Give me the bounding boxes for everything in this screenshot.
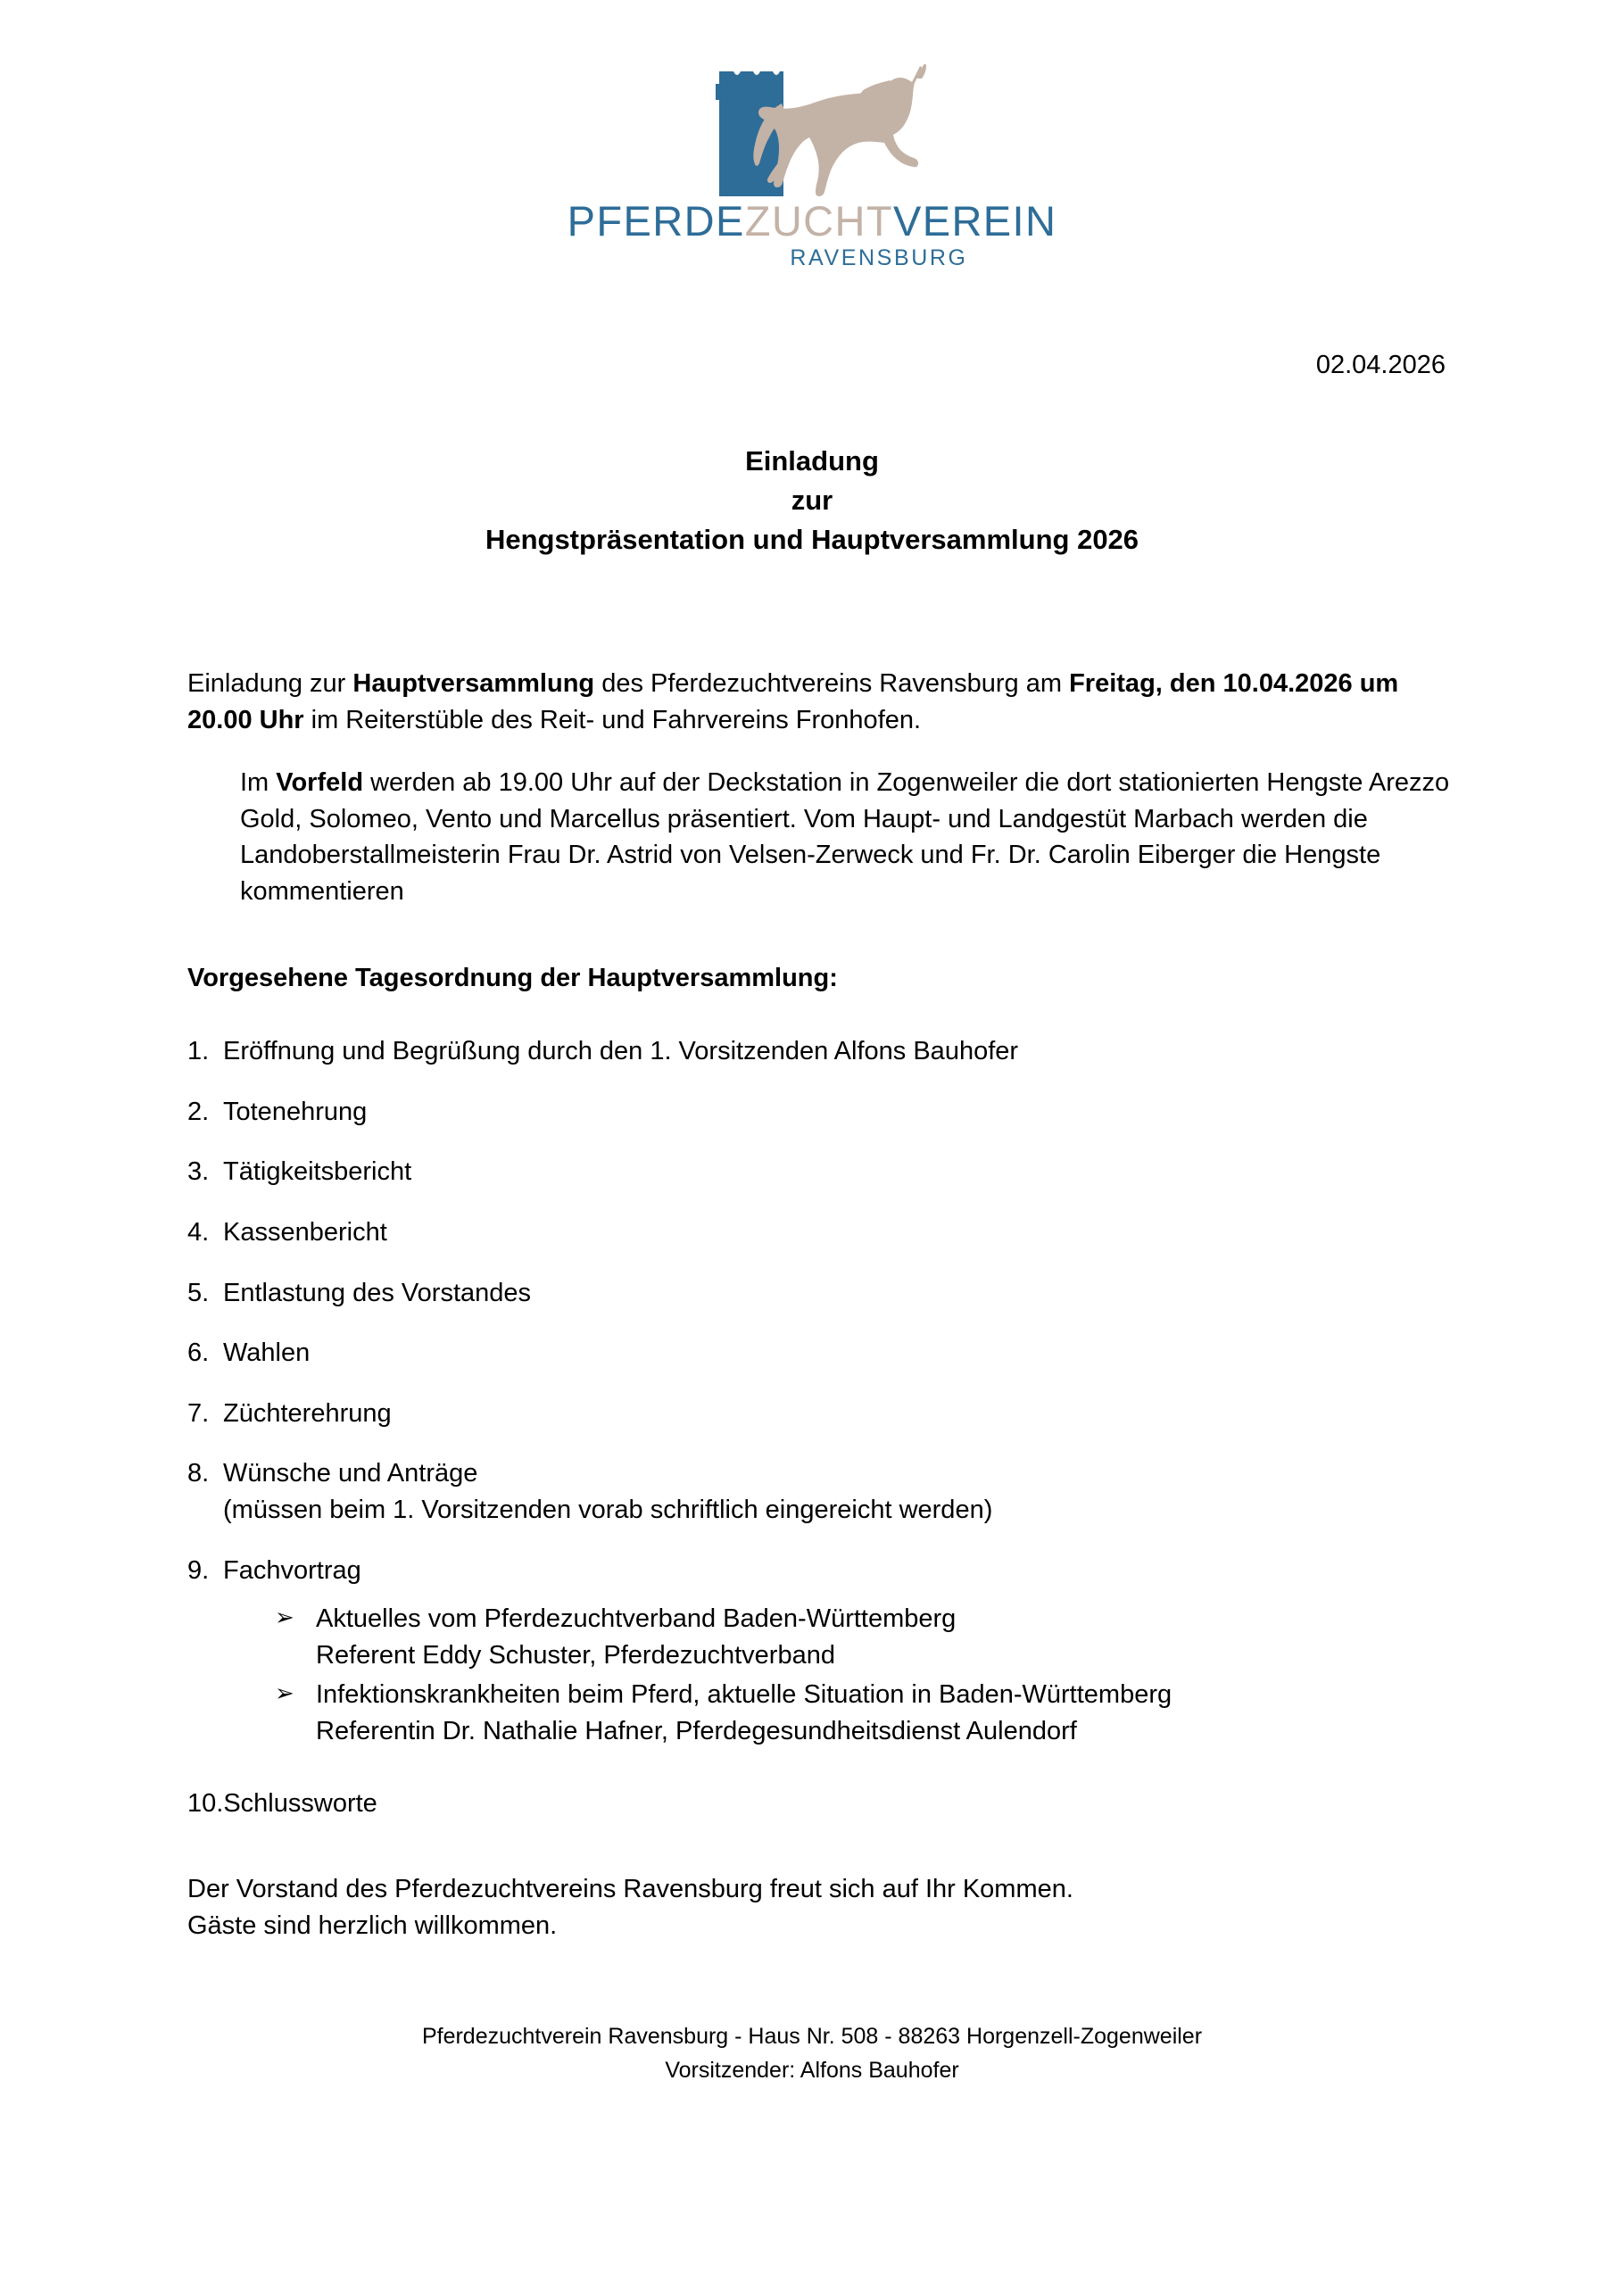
footer-address: Pferdezuchtverein Ravensburg - Haus Nr. 508 - 88263 Horgenzell-Zogenweiler — [421, 2024, 1203, 2049]
logo-subtitle: RAVENSBURG — [790, 245, 968, 270]
logo-word-pferde: PFERDE — [567, 197, 745, 245]
agenda-number: 7. — [187, 1398, 210, 1428]
agenda-label: Züchterehrung — [223, 1398, 392, 1428]
intro-text-1: Einladung zur — [187, 669, 353, 698]
agenda-heading: Vorgesehene Tagesordnung der Hauptversammlung: — [187, 963, 838, 992]
fachvortrag-sub-body — [316, 1601, 1454, 1673]
page-title — [0, 442, 1624, 559]
fachvortrag-speaker: Referent Eddy Schuster, Pferdezuchtverband — [316, 1640, 835, 1670]
agenda-number: 4. — [187, 1217, 210, 1247]
fachvortrag-sub-item-1 — [275, 1601, 1454, 1673]
logo-word-zucht: ZUCHT — [744, 197, 893, 245]
agenda-number: 3. — [187, 1157, 210, 1187]
agenda-label: Entlastung des Vorstandes — [223, 1278, 532, 1307]
closing-line-1: Der Vorstand des Pferdezuchtvereins Ravensburg freut sich auf Ihr Kommen. — [187, 1875, 1073, 1904]
arrow-bullet-icon: ➢ — [275, 1680, 294, 1708]
agenda-item-4 — [187, 1214, 1454, 1251]
footer-chairman: Vorsitzender: Alfons Bauhofer — [665, 2057, 959, 2083]
agenda-label: Kassenbericht — [223, 1217, 387, 1247]
agenda-label: Totenehrung — [223, 1097, 368, 1126]
agenda-number: 8. — [187, 1459, 210, 1488]
title-line-2: zur — [791, 485, 833, 517]
agenda-item-10 — [187, 1786, 1454, 1822]
agenda-label — [223, 1455, 1454, 1528]
intro-bold-hauptversammlung: Hauptversammlung — [352, 669, 595, 698]
document-body — [187, 666, 1454, 1944]
fachvortrag-topic: Infektionskrankheiten beim Pferd, aktuelle Situation in Baden-Württemberg — [316, 1680, 1172, 1710]
agenda-item-5 — [187, 1275, 1454, 1312]
closing-paragraph — [187, 1871, 1454, 1944]
agenda-label: Eröffnung und Begrüßung durch den 1. Vorsitzenden Alfons Bauhofer — [223, 1037, 1019, 1066]
agenda-number: 5. — [187, 1278, 210, 1307]
intro-text-2: des Pferdezuchtvereins Ravensburg am — [594, 669, 1070, 698]
agenda-label: Schlussworte — [223, 1789, 377, 1819]
agenda-label: Tätigkeitsbericht — [223, 1157, 412, 1187]
agenda-item-8 — [187, 1455, 1454, 1528]
intro-paragraph — [187, 666, 1454, 738]
agenda-label-line-1: Fachvortrag — [223, 1555, 361, 1585]
agenda-item-3 — [187, 1154, 1454, 1190]
logo-word-verein: VEREIN — [892, 197, 1057, 245]
vorfeld-text-1: Im — [240, 768, 277, 798]
fachvortrag-sub-list — [223, 1601, 1454, 1749]
agenda-item-2 — [187, 1094, 1454, 1131]
intro-bold-datetime: Freitag, den 10.04.2026 um 20.00 Uhr — [187, 669, 1399, 734]
agenda-number: 9. — [187, 1555, 210, 1585]
agenda-number: 6. — [187, 1339, 210, 1368]
fachvortrag-sub-item-2 — [275, 1677, 1454, 1749]
agenda-label: Wahlen — [223, 1339, 311, 1368]
vorfeld-bold: Vorfeld — [276, 768, 364, 798]
agenda-label — [223, 1553, 1454, 1762]
agenda-item-7 — [187, 1396, 1454, 1432]
title-line-1: Einladung — [745, 445, 879, 477]
agenda-number: 1. — [187, 1037, 210, 1066]
agenda-number: 2. — [187, 1097, 210, 1126]
arrow-bullet-icon: ➢ — [275, 1604, 294, 1632]
closing-line-2: Gäste sind herzlich willkommen. — [187, 1911, 558, 1940]
vorfeld-paragraph — [187, 765, 1454, 909]
fachvortrag-topic: Aktuelles vom Pferdezuchtverband Baden-Württemberg — [316, 1604, 957, 1634]
organization-logo — [0, 52, 1624, 269]
agenda-label-line-1: Wünsche und Anträge — [223, 1459, 478, 1488]
agenda-list — [187, 1033, 1454, 1822]
agenda-label-line-2: (müssen beim 1. Vorsitzenden vorab schriftlich eingereicht werden) — [223, 1495, 993, 1524]
agenda-item-9 — [187, 1553, 1454, 1762]
tower-horse-icon — [678, 52, 946, 196]
vorfeld-text-2: werden ab 19.00 Uhr auf der Deckstation in Zogenweiler die dort stationierten Hengste Arezzo Gold, Solomeo, Vento und Marcellus präsentiert. Vom Haupt- und Landgestüt Marbach werden die Landoberstallmeisterin Frau Dr. Astrid von Velsen-Zerweck und Fr. Dr. Carolin Eiberger die Hengste kommentieren — [240, 768, 1450, 906]
fachvortrag-sub-body — [316, 1677, 1454, 1749]
agenda-item-1 — [187, 1033, 1454, 1070]
logo-wordmark — [567, 197, 1057, 245]
title-line-3: Hengstpräsentation und Hauptversammlung 2026 — [485, 524, 1139, 556]
fachvortrag-speaker: Referentin Dr. Nathalie Hafner, Pferdegesundheitsdienst Aulendorf — [316, 1716, 1077, 1745]
document-date: 02.04.2026 — [1315, 351, 1446, 379]
document-footer — [0, 2020, 1624, 2087]
agenda-item-6 — [187, 1335, 1454, 1372]
intro-text-3: im Reiterstüble des Reit- und Fahrvereins Fronhofen. — [303, 705, 922, 734]
agenda-number: 10. — [187, 1789, 224, 1819]
